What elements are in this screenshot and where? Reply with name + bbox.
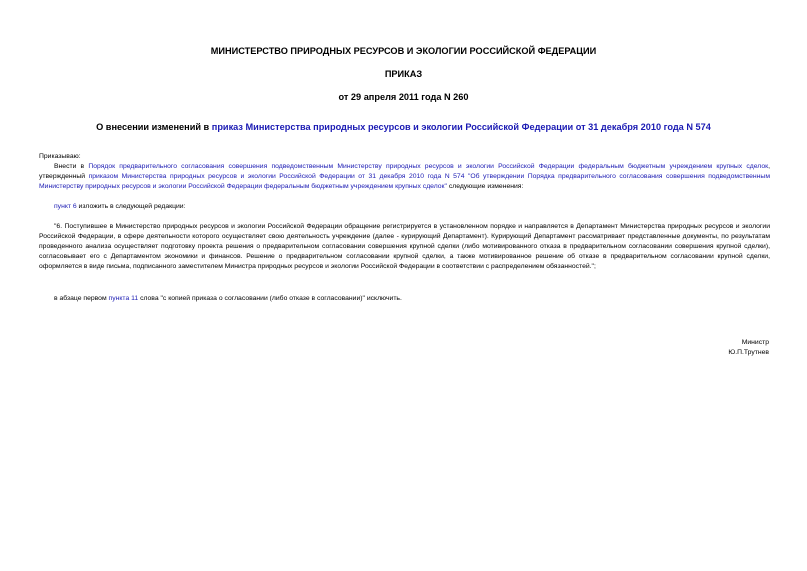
p2-text-1: изложить в следующей редакции: [76,203,186,210]
subject-order-link[interactable]: приказ Министерства природных ресурсов и экологии Российской Федерации от 31 декабря 2010 года N 574 [211,122,711,132]
document-date-number: от 29 апреля 2011 года N 260 [338,92,469,102]
clause-11-link[interactable]: пункта 11 [108,295,139,302]
ministry-heading: МИНИСТЕРСТВО ПРИРОДНЫХ РЕСУРСОВ И ЭКОЛОГИИ РОССИЙСКОЙ ФЕДЕРАЦИИ [210,46,597,56]
document-type-heading: ПРИКАЗ [384,69,423,79]
procedure-link[interactable]: Порядок предварительного согласования совершения подведомственным Министерству природных ресурсов и экологии Российской Федерации федеральным бюджетным учреждением крупных сделок [88,163,769,170]
signature-name: Ю.П.Трутнев [728,349,769,356]
p4-text-1: в абзаце первом [54,295,109,302]
subject-prefix: О внесении изменений в [96,122,212,132]
p1-text-3: следующие изменения: [446,182,524,190]
paragraph-3: "6. Поступившее в Министерство природных ресурсов и экологии Российской Федерации обращение регистрируется в установленном порядке и направляется в Департамент Министерства природных ресурсов и экологии Российской Федерации, в сфере деятельности которого осуществляет свою деятельность учреждение (далее - курирующий Департамент). Курирующий Департамент рассматривает представленные документы, по результатам проведенного анализа осуществляет подготовку проекта решения о предварительном согласовании совершения крупной сделки (либо мотивированного отказа в предварительном согласовании совершения крупной сделки), согласовывает его с Департаментом экономики и финансов. Решение о предварительном согласовании крупной сделки, а также мотивированное решение об отказе в предварительном согласовании крупной сделки, оформляется в виде письма, подписанного заместителем Министра природных ресурсов и экологии Российской Федерации в соответствии с распределением обязанностей."; [39,223,770,270]
intro-paragraph: Приказываю: [39,153,81,160]
p1-text-2: , утвержденный [39,163,770,180]
signature-title: Министр [741,339,769,346]
paragraph-4 [39,294,770,304]
clause-6-link[interactable]: пункт 6 [54,203,77,210]
paragraph-2 [39,202,770,212]
p4-text-2: слова "с копией приказа о согласовании (либо отказе в согласовании)" исключить. [138,295,402,302]
document-subject [0,121,807,133]
paragraph-1 [39,162,770,192]
p1-text-1: Внести в [54,163,89,170]
order-574-link[interactable]: приказом Министерства природных ресурсов и экологии Российской Федерации от 31 декабря 2010 года N 574 "Об утверждении Порядка предварительного согласования совершения подведомственным Министерству природных ресурсов и экологии Российской Федерации федеральным бюджетным учреждением крупных сделок" [39,172,770,190]
